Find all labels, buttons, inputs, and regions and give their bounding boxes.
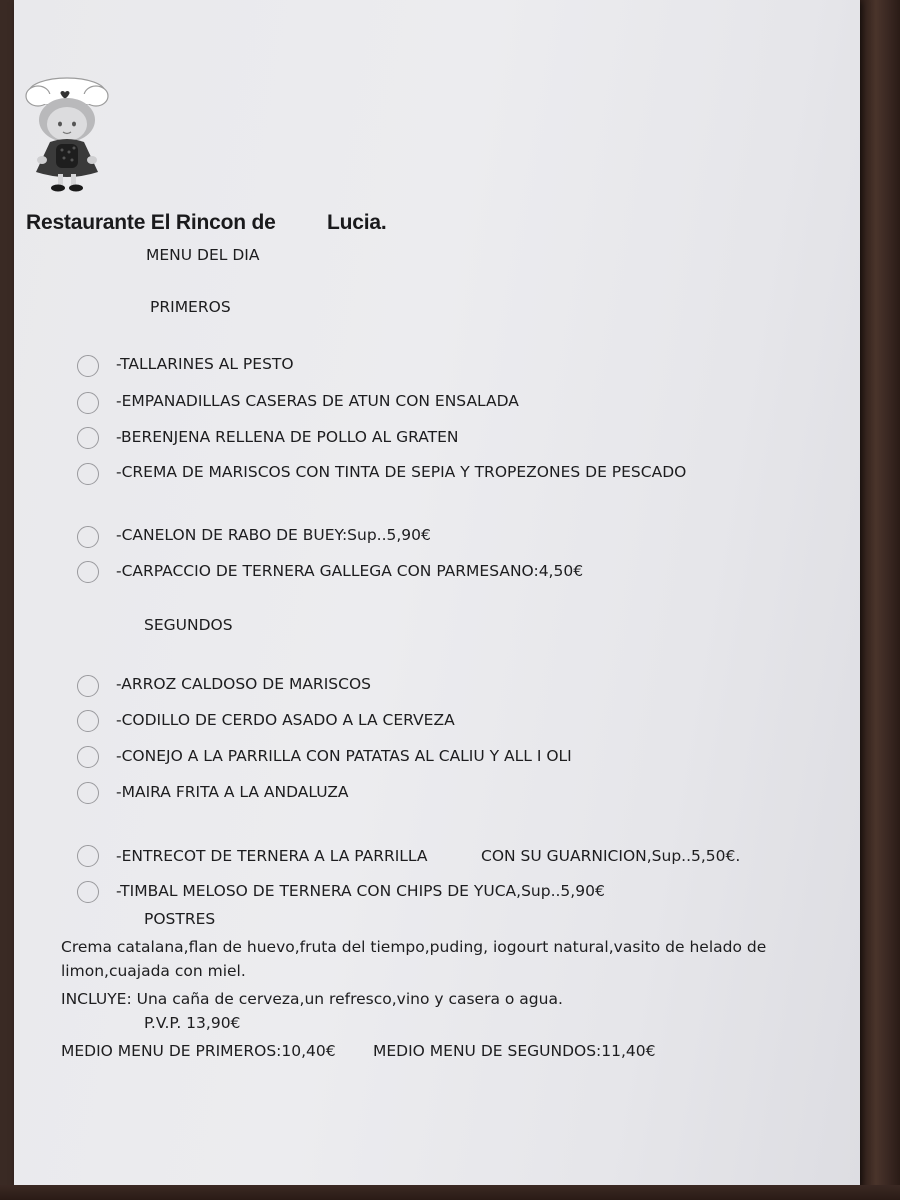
- radio-segundo-2[interactable]: [77, 710, 99, 732]
- medio-menu-primeros: MEDIO MENU DE PRIMEROS:10,40€: [61, 1042, 336, 1060]
- table-surface-right: [860, 0, 900, 1200]
- primero-item: -CREMA DE MARISCOS CON TINTA DE SEPIA Y TROPEZONES DE PESCADO: [116, 463, 687, 481]
- incluye-line: INCLUYE: Una caña de cerveza,un refresco,vino y casera o agua.: [61, 990, 563, 1008]
- radio-segundo-3[interactable]: [77, 746, 99, 768]
- segundo-item: -ENTRECOT DE TERNERA A LA PARRILLA: [116, 847, 428, 865]
- primero-item: -BERENJENA RELLENA DE POLLO AL GRATEN: [116, 428, 459, 446]
- chef-girl-icon: [22, 72, 112, 198]
- radio-segundo-4[interactable]: [77, 782, 99, 804]
- segundo-item: -CONEJO A LA PARRILLA CON PATATAS AL CALIU Y ALL I OLI: [116, 747, 572, 765]
- primero-item: -TALLARINES AL PESTO: [116, 355, 294, 373]
- restaurant-name: Restaurante El Rincon de: [26, 211, 276, 234]
- radio-primero-4[interactable]: [77, 463, 99, 485]
- menu-sheet: [14, 0, 860, 1186]
- radio-primero-6[interactable]: [77, 561, 99, 583]
- price-pvp: P.V.P. 13,90€: [144, 1014, 241, 1032]
- postres-line-2: limon,cuajada con miel.: [61, 962, 246, 980]
- segundo-item: -MAIRA FRITA A LA ANDALUZA: [116, 783, 349, 801]
- postres-heading: POSTRES: [144, 910, 216, 928]
- radio-primero-5[interactable]: [77, 526, 99, 548]
- medio-menu-segundos: MEDIO MENU DE SEGUNDOS:11,40€: [373, 1042, 656, 1060]
- primero-item: -CANELON DE RABO DE BUEY:Sup..5,90€: [116, 526, 431, 544]
- primero-item: -EMPANADILLAS CASERAS DE ATUN CON ENSALADA: [116, 392, 519, 410]
- restaurant-name-lucia: Lucia.: [327, 211, 387, 234]
- table-surface-bottom: [0, 1185, 900, 1200]
- radio-segundo-5[interactable]: [77, 845, 99, 867]
- segundo-item: -TIMBAL MELOSO DE TERNERA CON CHIPS DE YUCA,Sup..5,90€: [116, 882, 605, 900]
- radio-segundo-1[interactable]: [77, 675, 99, 697]
- menu-del-dia-heading: MENU DEL DIA: [146, 246, 260, 264]
- radio-primero-1[interactable]: [77, 355, 99, 377]
- segundos-heading: SEGUNDOS: [144, 616, 233, 634]
- segundo-item: -ARROZ CALDOSO DE MARISCOS: [116, 675, 371, 693]
- radio-segundo-6[interactable]: [77, 881, 99, 903]
- primero-item: -CARPACCIO DE TERNERA GALLEGA CON PARMESANO:4,50€: [116, 562, 584, 580]
- primeros-heading: PRIMEROS: [150, 298, 231, 316]
- segundo-item: -CODILLO DE CERDO ASADO A LA CERVEZA: [116, 711, 455, 729]
- radio-primero-3[interactable]: [77, 427, 99, 449]
- postres-line-1: Crema catalana,flan de huevo,fruta del tiempo,puding, iogourt natural,vasito de helado de: [61, 938, 767, 956]
- segundo-item-suffix: CON SU GUARNICION,Sup..5,50€.: [481, 847, 741, 865]
- radio-primero-2[interactable]: [77, 392, 99, 414]
